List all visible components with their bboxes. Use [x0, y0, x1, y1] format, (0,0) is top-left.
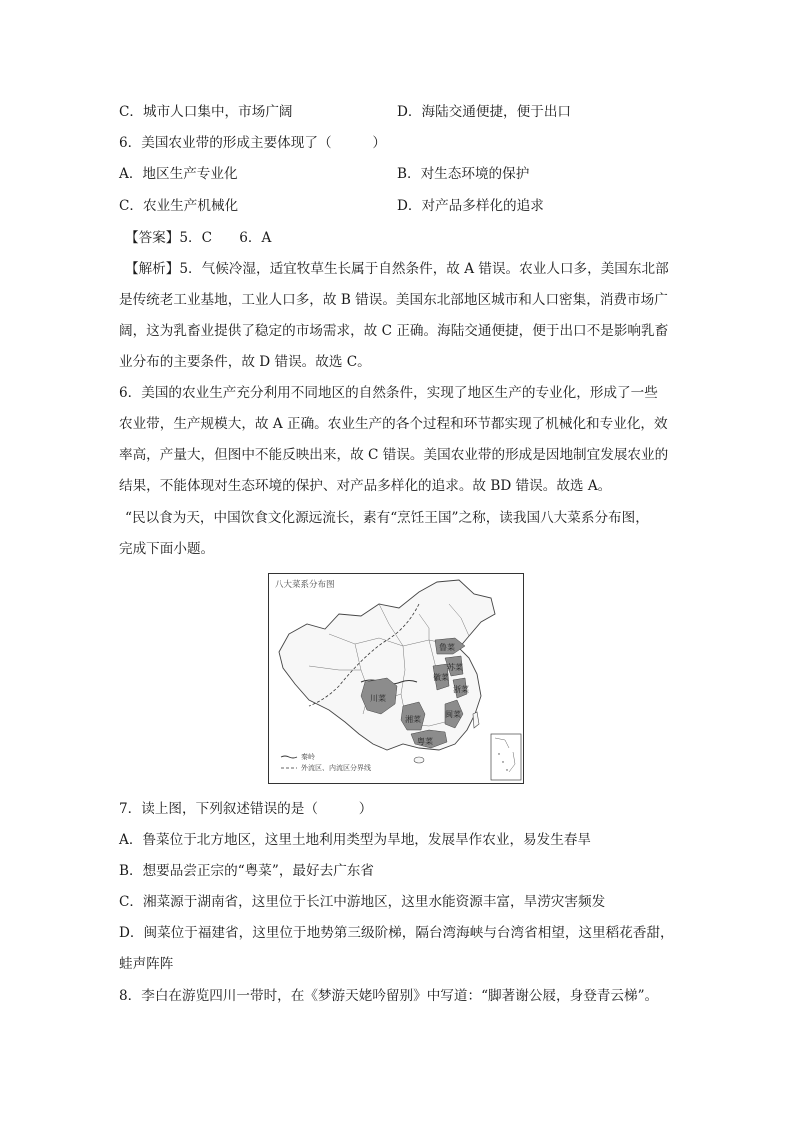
q6-option-d: D．对产品多样化的追求	[397, 198, 544, 214]
analysis-line: 阔，这为乳畜业提供了稳定的市场需求，故 C 正确。海陆交通便捷，便于出口不是影响乳畜	[119, 323, 669, 339]
q7-option-d-cont: 蛙声阵阵	[119, 956, 174, 972]
map-label-min: 闽菜	[445, 710, 461, 719]
analysis-line: 6．美国的农业生产充分利用不同地区的自然条件，实现了地区生产的专业化，形成了一些	[119, 385, 658, 401]
answer-line: 【答案】5．C 6．A	[125, 230, 272, 246]
q7-option-c: C．湘菜源于湖南省，这里位于长江中游地区，这里水能资源丰富，旱涝灾害频发	[119, 894, 606, 910]
legend-boundary-label: 外流区、内流区分界线	[301, 764, 371, 772]
q5-option-d: D．海陆交通便捷，便于出口	[397, 104, 572, 120]
q7-option-a: A．鲁菜位于北方地区，这里土地利用类型为旱地，发展旱作农业，易发生春旱	[119, 832, 592, 848]
analysis-line: 结果，不能体现对生态环境的保护、对产品多样化的追求。故 BD 错误。故选 A。	[119, 478, 612, 494]
q6-option-b: B．对生态环境的保护	[397, 166, 530, 182]
q7-option-b: B．想要品尝正宗的“粤菜”，最好去广东省	[119, 863, 374, 879]
q7-option-d: D．闽菜位于福建省，这里位于地势第三级阶梯，隔台湾海峡与台湾省相望，这里稻花香甜，	[119, 925, 674, 941]
q7-stem: 7．读上图，下列叙述错误的是（ ）	[119, 801, 373, 817]
analysis-line: 是传统老工业基地，工业人口多，故 B 错误。美国东北部地区城市和人口密集，消费市场广	[119, 292, 668, 308]
analysis-line: 业分布的主要条件，故 D 错误。故选 C。	[119, 354, 371, 370]
analysis-line: 【解析】5．气候冷湿，适宜牧草生长属于自然条件，故 A 错误。农业人口多，美国东北部	[125, 261, 669, 277]
map-label-yue: 粤菜	[417, 737, 433, 746]
intro-line: 完成下面小题。	[119, 541, 215, 557]
q8-stem: 8．李白在游览四川一带时，在《梦游天姥吟留别》中写道：“脚著谢公屐，身登青云梯”。	[119, 988, 659, 1004]
map-label-su: 苏菜	[447, 663, 463, 672]
q6-option-c: C．农业生产机械化	[119, 198, 239, 214]
analysis-line: 农业带，生产规模大，故 A 正确。农业生产的各个过程和环节都实现了机械化和专业化，效	[119, 416, 668, 432]
map-label-zhe: 浙菜	[453, 685, 469, 694]
analysis-line: 率高，产量大，但图中不能反映出来，故 C 错误。美国农业带的形成是因地制宜发展农业的	[119, 447, 669, 463]
legend-qinling-label: 秦岭	[301, 753, 315, 761]
taiwan-island	[473, 712, 479, 728]
map-label-lu: 鲁菜	[439, 643, 455, 652]
q6-stem: 6．美国农业带的形成主要体现了（ ）	[119, 135, 386, 151]
hainan-island	[414, 757, 424, 763]
intro-line: “民以食为天，中国饮食文化源远流长，素有“烹饪王国”之称，读我国八大菜系分布图，	[125, 510, 649, 526]
south-china-sea-inset	[491, 734, 521, 780]
map-label-hui: 徽菜	[433, 673, 449, 682]
map-label-chuan: 川菜	[370, 694, 386, 703]
map-title: 八大菜系分布图	[275, 580, 335, 590]
q5-option-c: C．城市人口集中，市场广阔	[119, 104, 293, 120]
q6-option-a: A．地区生产专业化	[119, 166, 238, 182]
map-label-xiang: 湘菜	[405, 715, 421, 724]
cuisine-map	[268, 573, 524, 784]
legend-qinling-mark	[281, 756, 297, 758]
